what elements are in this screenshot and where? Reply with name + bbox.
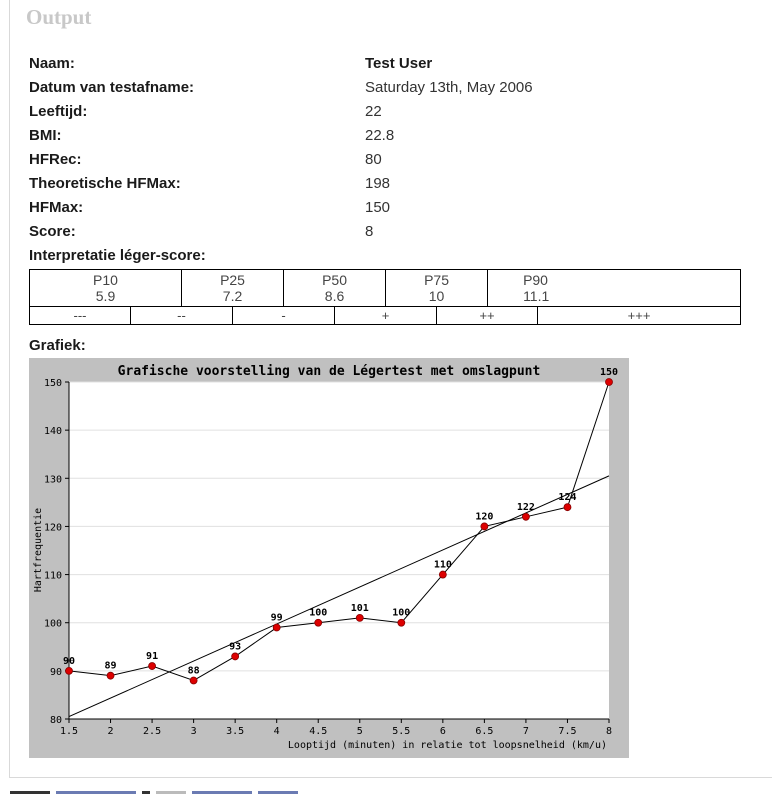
data-label: 100 [392,607,411,619]
y-tick-label: 130 [43,474,62,486]
data-label: 101 [350,602,369,614]
percentile-p50: P50 8.6 [284,270,386,307]
field-value: 198 [365,175,391,192]
data-label: 100 [309,607,328,619]
y-tick-label: 110 [43,570,62,582]
data-point [315,619,322,626]
x-tick-label: 1.5 [59,726,79,737]
x-tick-label: 2.5 [143,726,162,737]
data-label: 90 [62,655,76,667]
field-value: 8 [365,223,374,240]
x-tick-label: 5 [356,726,363,737]
x-tick-label: 5.5 [392,726,411,737]
x-tick-label: 8 [605,726,613,737]
x-tick-label: 7 [522,726,529,737]
x-axis-label: Looptijd (minuten) in relatie tot loopsnelheid (km/u) [287,740,607,751]
grafiek-label: Grafiek: [29,337,86,354]
data-point [522,513,529,520]
x-tick-label: 6 [439,726,446,737]
rating-cell: + [335,307,437,325]
field-value: 22 [365,103,382,120]
y-tick-label: 80 [49,715,62,726]
chart-title: Grafische voorstelling van de Légertest met omslagpunt [117,364,541,379]
field-label: Leeftijd: [29,103,88,120]
data-point [66,667,73,674]
field-label: HFMax: [29,199,84,216]
rating-cell: --- [30,307,131,325]
data-point [190,677,197,684]
chart-svg [29,358,629,758]
x-tick-label: 4.5 [309,726,328,737]
data-label: 124 [558,492,577,504]
x-tick-label: 4 [273,726,280,737]
rating-cell: -- [131,307,233,325]
field-value: Saturday 13th, May 2006 [365,79,533,96]
data-point [481,523,488,530]
data-label: 122 [516,501,535,513]
data-point [356,614,363,621]
y-axis-label: Hartfrequentie [33,507,44,593]
data-label: 91 [146,651,159,663]
field-value: Test User [365,55,433,72]
x-tick-label: 2 [107,726,114,737]
data-label: 110 [433,559,452,571]
field-value: 22.8 [365,127,395,144]
chart [29,358,629,763]
data-point [398,619,405,626]
y-tick-label: 140 [43,426,62,438]
section-title: Output [26,5,92,29]
percentile-p75: P75 10 [386,270,488,307]
data-point [107,672,114,679]
field-label: Datum van testafname: [29,79,195,96]
data-label: 88 [187,665,200,677]
interpretation-label: Interpretatie léger-score: [29,247,206,264]
data-point [606,379,613,386]
rating-cell: - [233,307,335,325]
rating-cell: ++ [437,307,538,325]
data-point [273,624,280,631]
data-point [439,571,446,578]
percentile-p25: P25 7.2 [182,270,284,307]
percentile-table [29,269,741,325]
x-tick-label: 3.5 [226,726,245,737]
data-point [564,504,571,511]
field-label: Theoretische HFMax: [29,175,181,192]
field-label: Naam: [29,55,75,72]
percentile-p10: P10 5.9 [30,270,182,307]
field-value: 150 [365,199,391,216]
data-label: 89 [104,660,117,672]
y-tick-label: 100 [43,618,62,630]
percentile-p90: P90 11.1 [488,270,741,307]
data-label: 150 [599,367,619,378]
data-point [149,663,156,670]
x-tick-label: 3 [190,726,197,737]
field-value: 80 [365,151,382,168]
x-tick-label: 7.5 [558,726,577,737]
data-label: 99 [270,612,283,624]
footer-strip [10,791,340,800]
field-label: HFRec: [29,151,82,168]
x-tick-label: 6.5 [475,726,494,737]
field-label: BMI: [29,127,62,144]
rating-cell: +++ [538,307,741,325]
y-tick-label: 90 [49,666,62,678]
data-label: 120 [475,511,494,523]
data-point [232,653,239,660]
field-label: Score: [29,223,76,240]
y-tick-label: 150 [43,378,62,389]
y-tick-label: 120 [43,522,62,534]
data-label: 93 [229,641,242,653]
